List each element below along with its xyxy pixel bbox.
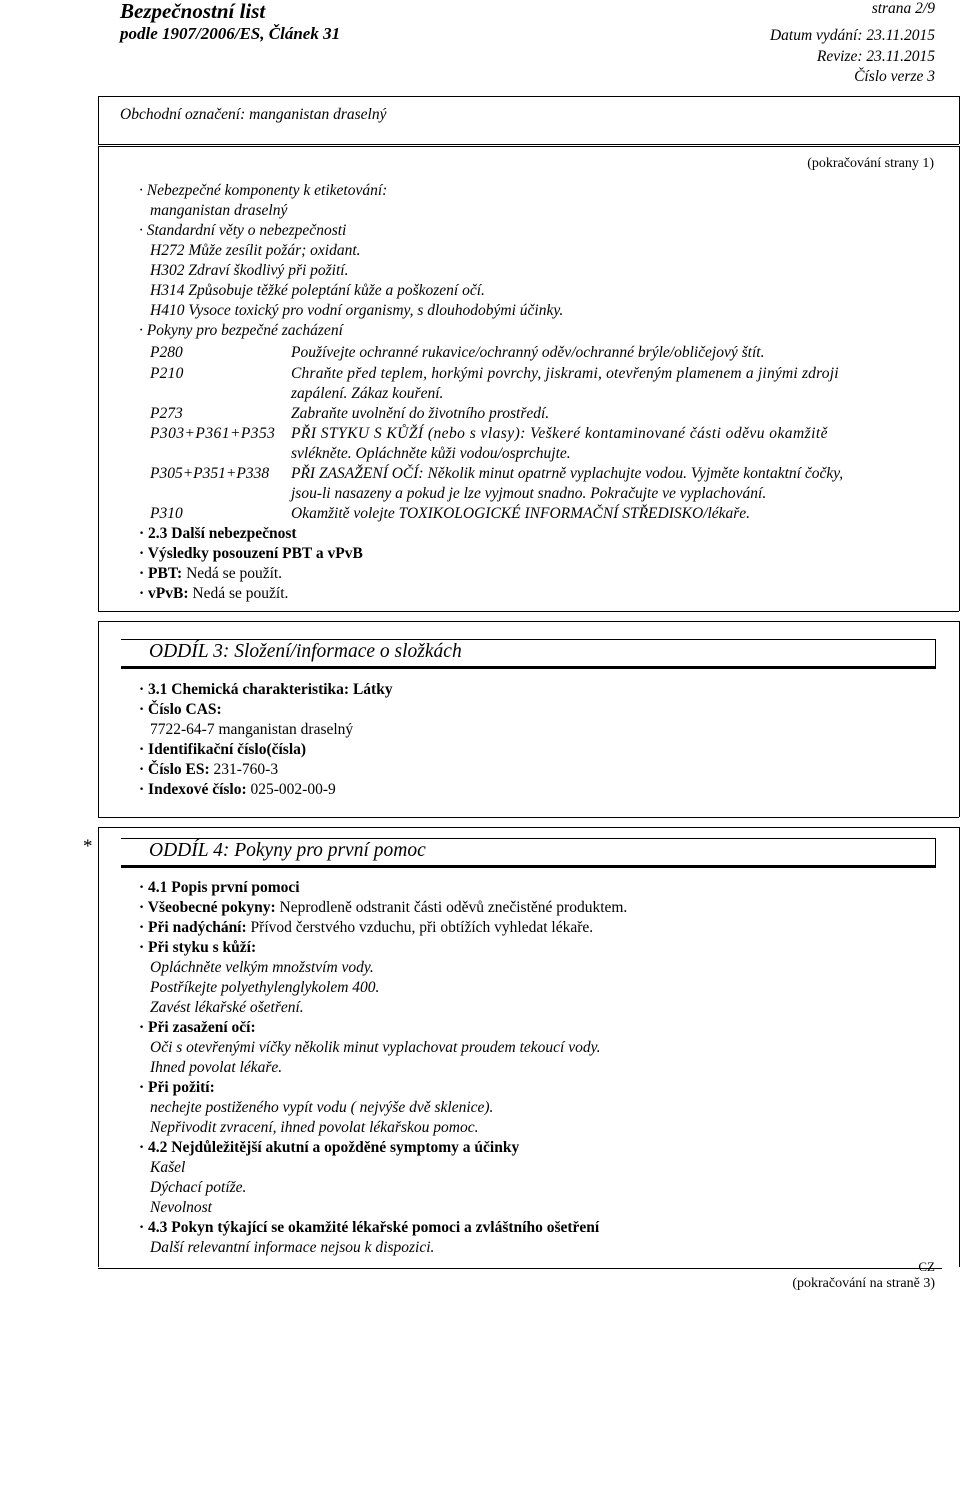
p305-text-2: jsou-li nasazeny a pokud je lze vyjmout snadno. Pokračujte ve vyplachování. <box>291 485 767 502</box>
h302: H302 Zdraví škodlivý při požití. <box>150 262 349 279</box>
section3-heading: ODDÍL 3: Složení/informace o složkách <box>149 641 462 662</box>
eye-label: · Při zasažení očí: <box>139 1019 256 1036</box>
general-row <box>139 898 627 918</box>
symptoms-label: · 4.2 Nejdůležitější akutní a opožděné symptomy a účinky <box>139 1139 520 1156</box>
p273-code: P273 <box>150 405 183 422</box>
symptom-2: Dýchací potíže. <box>150 1179 247 1196</box>
symptom-1: Kašel <box>150 1159 186 1176</box>
header-rule <box>98 96 959 97</box>
section3-heading-bar <box>121 639 936 669</box>
index-value: 025-002-00-9 <box>246 781 336 798</box>
p210-row <box>150 364 839 384</box>
document-subtitle: podle 1907/2006/ES, Článek 31 <box>120 24 341 43</box>
box1-top <box>98 146 959 147</box>
continuation-to: (pokračování na straně 3) <box>792 1276 935 1291</box>
ingest-1: nechejte postiženého vypít vodu ( nejvýše dvě sklenice). <box>150 1099 494 1116</box>
general-label: · Všeobecné pokyny: <box>139 899 276 916</box>
p303-text-2: svlékněte. Opláchněte kůži vodou/osprchujte. <box>291 445 571 462</box>
document-title: Bezpečnostní list <box>120 0 266 23</box>
frame-bottom <box>98 144 959 145</box>
pbt-label: · PBT: <box>139 565 183 582</box>
eye-2: Ihned povolat lékaře. <box>150 1059 283 1076</box>
p310-code: P310 <box>150 505 183 522</box>
p273-row <box>150 404 549 424</box>
p310-text: Okamžitě volejte TOXIKOLOGICKÉ INFORMAČNÍ STŘEDISKO/lékaře. <box>291 505 751 522</box>
section3-left <box>98 621 99 817</box>
index-label: · Indexové číslo: <box>139 781 247 798</box>
ingest-label: · Při požití: <box>139 1079 215 1096</box>
cas-label: · Číslo CAS: <box>139 701 222 718</box>
cas-value: 7722-64-7 manganistan draselný <box>150 721 354 738</box>
section3-top <box>98 621 959 622</box>
vpvb-label: · vPvB: <box>139 585 189 602</box>
section3-content <box>139 680 939 800</box>
pbt-row <box>139 564 282 584</box>
section4-heading-bar <box>121 838 936 868</box>
haz-components-value: manganistan draselný <box>150 202 288 219</box>
index-row <box>139 780 336 800</box>
other-hazards: · 2.3 Další nebezpečnost <box>139 525 297 542</box>
p305-row <box>150 464 843 484</box>
h314: H314 Způsobuje těžké poleptání kůže a poškození očí. <box>150 282 485 299</box>
p303-row <box>150 424 828 444</box>
skin-2: Postříkejte polyethylenglykolem 400. <box>150 979 380 996</box>
chem-char: · 3.1 Chemická charakteristika: Látky <box>139 681 393 698</box>
es-label: · Číslo ES: <box>139 761 210 778</box>
p280-row <box>150 343 764 363</box>
p273-text: Zabraňte uvolnění do životního prostředí. <box>291 405 550 422</box>
p303-row-2 <box>150 444 571 464</box>
h272: H272 Může zesílit požár; oxidant. <box>150 242 361 259</box>
haz-components-label: · Nebezpečné komponenty k etiketování: <box>139 182 388 199</box>
vpvb-value: Nedá se použít. <box>188 585 289 602</box>
treatment-value: Další relevantní informace nejsou k dispozici. <box>150 1239 435 1256</box>
p305-row-2 <box>150 484 766 504</box>
p305-text: PŘI ZASAŽENÍ OČÍ: Několik minut opatrně vyplachujte vodou. Vyjměte kontaktní čočky, <box>291 465 844 482</box>
p310-row <box>150 504 750 524</box>
version-number: Číslo verze 3 <box>854 68 935 85</box>
section3-bottom <box>98 817 959 818</box>
pbt-results: · Výsledky posouzení PBT a vPvB <box>139 545 363 562</box>
box1-content <box>139 181 939 601</box>
h-phrases-label: · Standardní věty o nebezpečnosti <box>139 222 347 239</box>
ident-label: · Identifikační číslo(čísla) <box>139 741 307 758</box>
continuation-from: (pokračování strany 1) <box>807 156 934 171</box>
first-aid-label: · 4.1 Popis první pomoci <box>139 879 300 896</box>
symptom-3: Nevolnost <box>150 1199 212 1216</box>
p303-text: PŘI STYKU S KŮŽÍ (nebo s vlasy): Veškeré kontaminované části oděvu okamžitě <box>291 425 828 442</box>
p-phrases-label: · Pokyny pro bezpečné zacházení <box>139 322 343 339</box>
treatment-label: · 4.3 Pokyn týkající se okamžité lékařské pomoci a zvláštního ošetření <box>139 1219 600 1236</box>
p210-code: P210 <box>150 365 184 382</box>
vpvb-row <box>139 584 288 604</box>
p210-row-2 <box>150 384 443 404</box>
section4-heading: ODDÍL 4: Pokyny pro první pomoc <box>149 840 426 861</box>
p210-text: Chraňte před teplem, horkými povrchy, jiskrami, otevřeným plamenem a jinými zdroji <box>291 365 839 382</box>
trade-name: Obchodní označení: manganistan draselný <box>120 106 387 123</box>
inhal-label: · Při nadýchání: <box>139 919 247 936</box>
p305-code: P305+P351+P338 <box>150 465 270 482</box>
ingest-2: Nepřivodit zvracení, ihned povolat lékařskou pomoc. <box>150 1119 479 1136</box>
p280-text: Používejte ochranné rukavice/ochranný oděv/ochranné brýle/obličejový štít. <box>291 344 765 361</box>
language-code: CZ <box>918 1259 935 1274</box>
box1-left <box>98 146 99 611</box>
frame-left <box>98 96 99 144</box>
issue-date: Datum vydání: 23.11.2015 <box>769 27 935 44</box>
box1-bottom <box>98 611 959 612</box>
revision-date: Revize: 23.11.2015 <box>816 48 935 65</box>
page-number: strana 2/9 <box>871 0 935 17</box>
h410: H410 Vysoce toxický pro vodní organismy, s dlouhodobými účinky. <box>150 302 564 319</box>
skin-label: · Při styku s kůží: <box>139 939 257 956</box>
es-value: 231-760-3 <box>209 761 279 778</box>
section4-left <box>98 827 99 1267</box>
p280-code: P280 <box>150 344 183 361</box>
eye-1: Oči s otevřenými víčky několik minut vyplachovat proudem tekoucí vody. <box>150 1039 601 1056</box>
es-row <box>139 760 278 780</box>
pbt-value: Nedá se použít. <box>182 565 283 582</box>
general-value: Neprodleně odstranit části oděvů znečistěné produktem. <box>275 899 628 916</box>
section4-content <box>139 878 939 1258</box>
p303-code: P303+P361+P353 <box>150 425 276 442</box>
inhal-row <box>139 918 593 938</box>
skin-3: Zavést lékařské ošetření. <box>150 999 304 1016</box>
skin-1: Opláchněte velkým množstvím vody. <box>150 959 374 976</box>
inhal-value: Přívod čerstvého vzduchu, při obtížích vyhledat lékaře. <box>246 919 594 936</box>
p210-text-2: zapálení. Zákaz kouření. <box>291 385 444 402</box>
section4-top <box>98 827 959 828</box>
change-marker: * <box>83 836 93 857</box>
footer-rule <box>98 1268 942 1269</box>
